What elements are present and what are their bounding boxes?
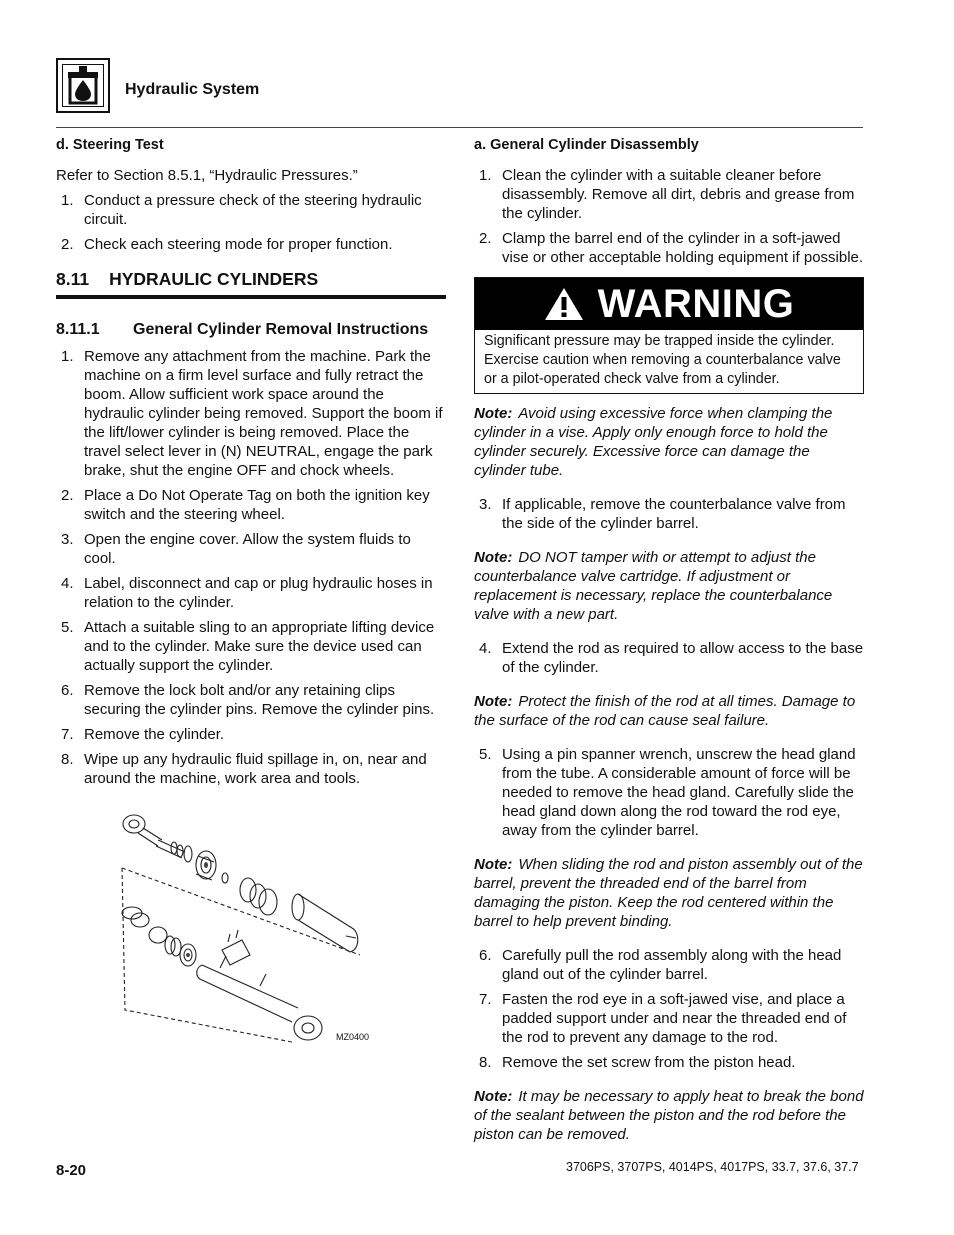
list-item: 4. Label, disconnect and cap or plug hydraulic hoses in relation to the cylinder. <box>61 575 433 611</box>
disassembly-steps-d <box>474 745 864 840</box>
warning-triangle-icon <box>544 287 584 321</box>
list-item: 3. Open the engine cover. Allow the system fluids to cool. <box>61 531 411 567</box>
section-number: 8.11 <box>56 269 90 289</box>
header-divider <box>56 127 863 128</box>
list-item: 2. Clamp the barrel end of the cylinder in a soft-jawed vise or other acceptable holding equipment if possible. <box>479 230 864 266</box>
list-item: 8. Wipe up any hydraulic fluid spillage in, on, near and around the machine, work area and tools. <box>61 751 427 787</box>
removal-steps <box>56 347 446 788</box>
warning-label: WARNING <box>597 282 795 326</box>
list-item: 8. Remove the set screw from the piston head. <box>479 1054 796 1071</box>
note: Note: Avoid using excessive force when clamping the cylinder in a vise. Apply only enough force to hold the cylinder securely. Excessive force can damage the cylinder tube. <box>474 405 833 479</box>
subsection-number: 8.11.1 <box>56 321 100 338</box>
list-item: 6. Remove the lock bolt and/or any retaining clips securing the cylinder pins. Remove the cylinder pins. <box>61 682 435 718</box>
cylinder-exploded-figure <box>110 810 385 1045</box>
list-item: 1. Clean the cylinder with a suitable cleaner before disassembly. Remove all dirt, debris and grease from the cylinder. <box>479 167 855 222</box>
list-item: 7. Remove the cylinder. <box>61 726 225 743</box>
list-item: 7. Fasten the rod eye in a soft-jawed vise, and place a padded support under and near the threaded end of the rod to prevent any damage to the rod. <box>479 991 847 1046</box>
steering-test-heading: d. Steering Test <box>56 137 164 153</box>
disassembly-steps-b <box>474 495 864 533</box>
subsection-title: General Cylinder Removal Instructions <box>133 321 429 338</box>
right-column <box>474 136 864 1159</box>
list-item: 2. Place a Do Not Operate Tag on both the ignition key switch and the steering wheel. <box>61 487 430 523</box>
warning-box <box>474 277 864 394</box>
disassembly-steps-a <box>474 166 864 267</box>
hydraulic-drop-icon <box>56 58 110 113</box>
subsection-heading <box>56 320 446 339</box>
model-list: 3706PS, 3707PS, 4014PS, 4017PS, 33.7, 37.6, 37.7 <box>566 1160 859 1174</box>
left-column <box>56 136 446 794</box>
disassembly-steps-e <box>474 946 864 1072</box>
list-item: 5. Using a pin spanner wrench, unscrew the head gland from the tube. A considerable amount of force will be needed to remove the head gland. Carefully slide the head gland down along the rod toward the rod eye, away from the cylinder barrel. <box>479 746 856 839</box>
section-heading <box>56 270 446 299</box>
list-item: 2. Check each steering mode for proper function. <box>61 236 393 253</box>
steering-test-steps <box>56 191 446 254</box>
list-item: 3. If applicable, remove the counterbalance valve from the side of the cylinder barrel. <box>479 496 846 532</box>
note: Note: DO NOT tamper with or attempt to adjust the counterbalance valve cartridge. If adjustment or replacement is necessary, replace the counterbalance valve with a new part. <box>474 549 833 623</box>
list-item: 5. Attach a suitable sling to an appropriate lifting device and to the cylinder. Make sure the device used can actually support the cylinder. <box>61 619 435 674</box>
note: Note: It may be necessary to apply heat to break the bond of the sealant between the piston and the rod before the piston can be removed. <box>474 1088 864 1143</box>
page-number: 8-20 <box>56 1162 87 1179</box>
list-item: 6. Carefully pull the rod assembly along with the head gland out of the cylinder barrel. <box>479 947 842 983</box>
note: Note: Protect the finish of the rod at all times. Damage to the surface of the rod can cause seal failure. <box>474 693 856 729</box>
note: Note: When sliding the rod and piston assembly out of the barrel, prevent the threaded end of the barrel from damaging the piston. Keep the rod centered within the barrel to help prevent binding. <box>474 856 863 930</box>
warning-text: Significant pressure may be trapped inside the cylinder. Exercise caution when removing a counterbalance valve or a pilot-operated check valve from a cylinder. <box>484 333 841 387</box>
list-item: 1. Conduct a pressure check of the steering hydraulic circuit. <box>61 192 422 228</box>
cylinder-exploded-drawing <box>110 810 385 1045</box>
list-item: 1. Remove any attachment from the machine. Park the machine on a firm level surface and fully retract the boom. Allow sufficient work space around the hydraulic cylinder being removed. Support the boom if the lift/lower cylinder is being removed. Place the travel select lever in (N) NEUTRAL, engage the park brake, shut the engine OFF and chock wheels. <box>61 348 443 479</box>
disassembly-steps-c <box>474 639 864 677</box>
steering-test-intro: Refer to Section 8.5.1, “Hydraulic Pressures.” <box>56 167 358 184</box>
list-item: 4. Extend the rod as required to allow access to the base of the cylinder. <box>479 640 864 676</box>
figure-label: MZ0400 <box>336 1032 370 1042</box>
header-title: Hydraulic System <box>125 81 260 98</box>
hydraulic-drop-icon-graphic <box>63 65 103 106</box>
warning-banner <box>475 278 863 330</box>
disassembly-heading: a. General Cylinder Disassembly <box>474 137 699 153</box>
section-title: HYDRAULIC CYLINDERS <box>109 269 319 289</box>
